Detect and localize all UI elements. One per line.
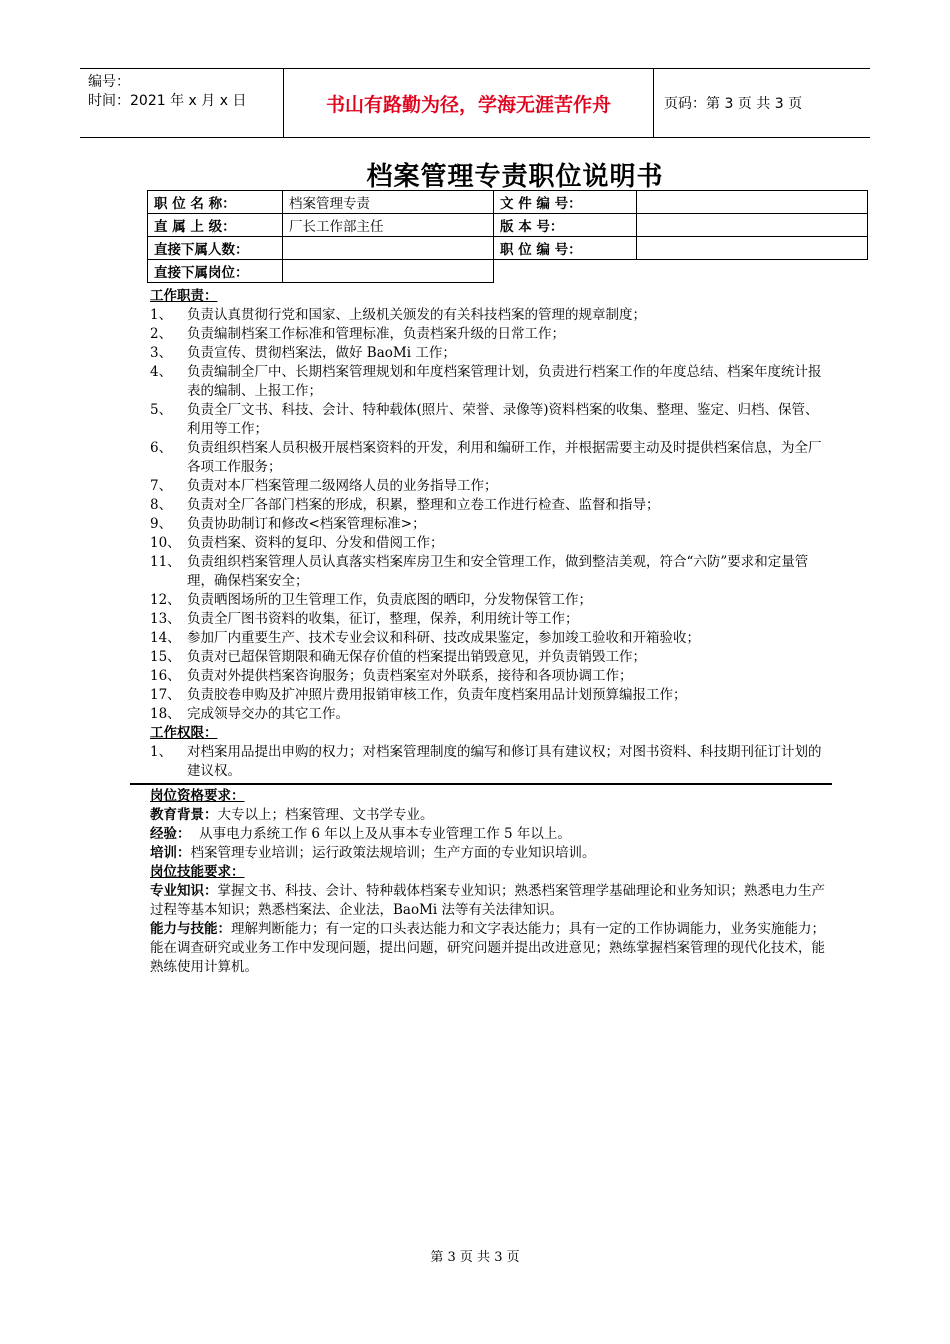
training-line xyxy=(150,844,830,863)
position-info-table xyxy=(147,190,868,283)
list-item xyxy=(150,629,830,648)
list-item xyxy=(150,439,830,477)
version-label: 版 本 号： xyxy=(494,214,637,237)
list-item-text: 负责宣传、贯彻档案法，做好 BaoMi 工作； xyxy=(187,345,456,361)
list-item xyxy=(150,591,830,610)
training-label: 培训： xyxy=(150,845,191,861)
authority-list xyxy=(150,743,830,781)
list-item-number: 10、 xyxy=(150,535,181,551)
list-item-text: 负责全厂图书资料的收集，征订，整理，保养，利用统计等工作； xyxy=(187,611,579,627)
list-item-number: 12、 xyxy=(150,592,181,608)
list-item xyxy=(150,477,830,496)
list-item-number: 11、 xyxy=(150,554,181,570)
list-item-number: 16、 xyxy=(150,668,181,684)
list-item xyxy=(150,667,830,686)
list-item-text: 负责编制档案工作标准和管理标准，负责档案升级的日常工作； xyxy=(187,326,565,342)
empty-cell xyxy=(494,260,868,283)
list-item xyxy=(150,306,830,325)
subordinate-positions-label: 直接下属岗位： xyxy=(148,260,283,283)
header-meta xyxy=(88,73,246,111)
subordinates-count-value xyxy=(283,237,494,260)
duties-heading: 工作职责： xyxy=(150,288,218,304)
version-value xyxy=(637,214,868,237)
list-item-text: 负责胶卷申购及扩冲照片费用报销审核工作，负责年度档案用品计划预算编报工作； xyxy=(187,687,687,703)
subordinate-positions-value xyxy=(283,260,494,283)
list-item-text: 负责对全厂各部门档案的形成，积累，整理和立卷工作进行检查、监督和指导； xyxy=(187,497,660,513)
table-row xyxy=(148,191,868,214)
ability-line xyxy=(150,920,830,977)
list-item xyxy=(150,610,830,629)
duties-list xyxy=(150,306,830,724)
list-item xyxy=(150,325,830,344)
header-page-info: 页码：第 3 页 共 3 页 xyxy=(664,96,803,112)
knowledge-text: 掌握文书、科技、会计、特种载体档案专业知识；熟悉档案管理学基础理论和业务知识；熟悉电力生产过程等基本知识；熟悉档案法、企业法，BaoMi 法等有关法律知识。 xyxy=(150,883,825,918)
list-item-number: 9、 xyxy=(150,516,173,532)
position-name-label: 职 位 名 称： xyxy=(148,191,283,214)
subordinates-count-label: 直接下属人数： xyxy=(148,237,283,260)
list-item xyxy=(150,686,830,705)
experience-text: 从事电力系统工作 6 年以上及从事本专业管理工作 5 年以上。 xyxy=(199,826,571,842)
list-item-text: 负责晒图场所的卫生管理工作，负责底图的晒印，分发物保管工作； xyxy=(187,592,592,608)
list-item-text: 负责认真贯彻行党和国家、上级机关颁发的有关科技档案的管理的规章制度； xyxy=(187,307,646,323)
list-item-number: 8、 xyxy=(150,497,173,513)
file-no-label: 文 件 编 号： xyxy=(494,191,637,214)
list-item-number: 2、 xyxy=(150,326,173,342)
list-item-number: 18、 xyxy=(150,706,181,722)
list-item-text: 对档案用品提出申购的权力；对档案管理制度的编写和修订具有建议权；对图书资料、科技期刊征订计划的建议权。 xyxy=(187,744,822,779)
header-motto: 书山有路勤为径，学海无涯苦作舟 xyxy=(325,93,611,116)
document-header xyxy=(80,68,870,138)
ability-text: 理解判断能力；有一定的口头表达能力和文字表达能力；具有一定的工作协调能力，业务实施能力；能在调查研究或业务工作中发现问题，提出问题，研究问题并提出改进意见；熟练掌握档案管理的现代化技术，能熟练使用计算机。 xyxy=(150,921,825,975)
list-item-text: 负责对外提供档案咨询服务；负责档案室对外联系，接待和各项协调工作； xyxy=(187,668,633,684)
list-item xyxy=(150,344,830,363)
time-label: 时间：2021 年 x 月 x 日 xyxy=(88,93,247,109)
knowledge-label: 专业知识： xyxy=(150,883,218,899)
table-row xyxy=(148,237,868,260)
knowledge-line xyxy=(150,882,830,920)
list-item xyxy=(150,401,830,439)
list-item xyxy=(150,534,830,553)
ability-label: 能力与技能： xyxy=(150,921,231,937)
authority-heading: 工作权限： xyxy=(150,725,218,741)
training-text: 档案管理专业培训；运行政策法规培训；生产方面的专业知识培训。 xyxy=(190,845,596,861)
document-title: 档案管理专责职位说明书 xyxy=(366,162,664,192)
list-item-number: 6、 xyxy=(150,440,173,456)
list-item-text: 完成领导交办的其它工作。 xyxy=(187,706,349,722)
list-item-number: 17、 xyxy=(150,687,181,703)
qualification-heading: 岗位资格要求： xyxy=(150,788,245,804)
document-body xyxy=(150,287,830,977)
number-label: 编号： xyxy=(88,74,130,90)
page-footer: 第 3 页 共 3 页 xyxy=(430,1250,520,1265)
list-item-number: 5、 xyxy=(150,402,173,418)
list-item-text: 负责组织档案管理人员认真落实档案库房卫生和安全管理工作，做到整洁美观，符合“六防”要求和定量管理，确保档案安全； xyxy=(187,554,809,589)
list-item xyxy=(150,553,830,591)
list-item-text: 负责对已超保管期限和确无保存价值的档案提出销毁意见，并负责销毁工作； xyxy=(187,649,646,665)
superior-value: 厂长工作部主任 xyxy=(283,214,494,237)
list-item-number: 7、 xyxy=(150,478,173,494)
superior-label: 直 属 上 级： xyxy=(148,214,283,237)
list-item-text: 负责全厂文书、科技、会计、特种载体(照片、荣誉、录像等)资料档案的收集、整理、鉴定、归档、保管、利用等工作； xyxy=(187,402,819,437)
position-name-value: 档案管理专责 xyxy=(283,191,494,214)
list-item-number: 1、 xyxy=(150,744,173,760)
experience-line xyxy=(150,825,830,844)
table-row xyxy=(148,260,868,283)
list-item-text: 参加厂内重要生产、技术专业会议和科研、技改成果鉴定，参加竣工验收和开箱验收； xyxy=(187,630,700,646)
position-no-value xyxy=(637,237,868,260)
education-line xyxy=(150,806,830,825)
education-text: 大专以上；档案管理、文书学专业。 xyxy=(217,807,434,823)
list-item xyxy=(150,705,830,724)
education-label: 教育背景： xyxy=(150,807,218,823)
list-item-number: 15、 xyxy=(150,649,181,665)
list-item-number: 13、 xyxy=(150,611,181,627)
list-item xyxy=(150,363,830,401)
list-item xyxy=(150,648,830,667)
list-item xyxy=(150,496,830,515)
list-item-text: 负责编制全厂中、长期档案管理规划和年度档案管理计划，负责进行档案工作的年度总结、档案年度统计报表的编制、上报工作； xyxy=(187,364,822,399)
section-divider xyxy=(130,783,832,785)
position-no-label: 职 位 编 号： xyxy=(494,237,637,260)
list-item-text: 负责组织档案人员积极开展档案资料的开发，利用和编研工作，并根据需要主动及时提供档案信息，为全厂各项工作服务； xyxy=(187,440,822,475)
list-item-number: 4、 xyxy=(150,364,173,380)
file-no-value xyxy=(637,191,868,214)
list-item xyxy=(150,743,830,781)
header-divider xyxy=(653,69,654,137)
list-item-number: 3、 xyxy=(150,345,173,361)
experience-label: 经验： xyxy=(150,826,191,842)
list-item-number: 1、 xyxy=(150,307,173,323)
list-item-text: 负责档案、资料的复印、分发和借阅工作； xyxy=(187,535,444,551)
list-item-number: 14、 xyxy=(150,630,181,646)
table-row xyxy=(148,214,868,237)
list-item-text: 负责对本厂档案管理二级网络人员的业务指导工作； xyxy=(187,478,498,494)
skills-heading: 岗位技能要求： xyxy=(150,864,245,880)
list-item xyxy=(150,515,830,534)
list-item-text: 负责协助制订和修改<档案管理标准>； xyxy=(187,516,426,532)
